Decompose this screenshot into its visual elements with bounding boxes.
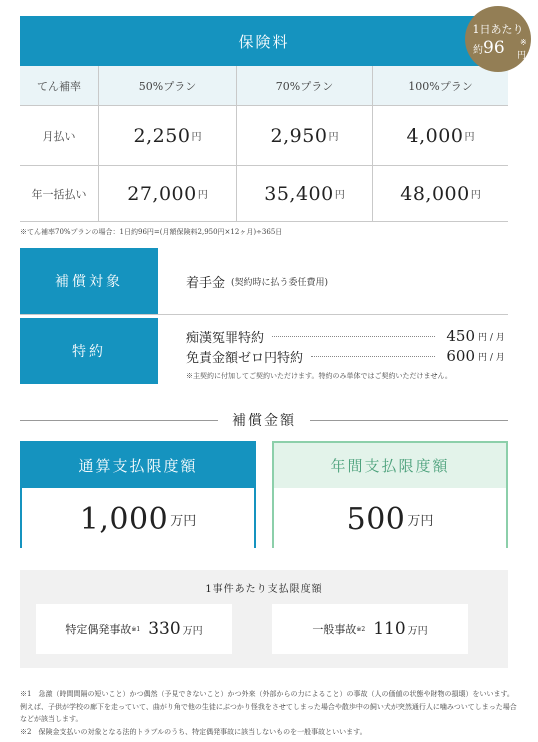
coverage-amount-heading: [20, 410, 508, 430]
yen-unit: 円: [328, 132, 339, 143]
yearly-70-cell: [236, 166, 372, 221]
premium-table: [20, 16, 508, 222]
specific-accident-card: [36, 604, 232, 654]
yen-unit: 円: [470, 190, 481, 201]
rider-row: [186, 326, 508, 346]
plans-row-label: てん補率: [37, 79, 81, 93]
per-case-panel: [20, 570, 508, 668]
annual-limit-body: [274, 488, 506, 550]
specific-accident-value: 330: [148, 619, 181, 639]
general-accident-label: 一般事故: [312, 623, 357, 636]
total-limit-label: 通算支払限度額: [22, 443, 254, 488]
coverage-target-body: [158, 248, 508, 314]
footnote-2: ※2 保険金支払いの対象となる法的トラブルのうち、特定偶発事故に該当しないものを一般事故といいます。: [20, 727, 367, 736]
yearly-row: [20, 166, 508, 222]
general-accident-unit: 万円: [407, 625, 428, 637]
dotted-leader: [311, 356, 435, 357]
rider-price: 450: [446, 327, 475, 345]
rider-price: 600: [446, 347, 475, 365]
monthly-label: 月払い: [42, 129, 76, 143]
badge-line1: 1日あたり: [472, 23, 524, 36]
general-accident-mark: ※2: [356, 625, 366, 633]
coverage-target-note: (契約時に払う委任費用): [231, 277, 329, 288]
per-case-title: 1事件あたり支払限度額: [205, 584, 323, 595]
yen-unit: 円: [197, 190, 208, 201]
specific-accident-mark: ※1: [131, 625, 141, 633]
monthly-100-cell: [372, 106, 508, 165]
yearly-50-amount: 27,000: [127, 182, 197, 205]
badge-amount: 96: [483, 38, 505, 58]
monthly-50-amount: 2,250: [133, 124, 191, 147]
premium-header: 保険料: [20, 16, 508, 66]
rider-name: 免責金額ゼロ円特約: [186, 350, 304, 366]
coverage-target-value: 着手金: [186, 275, 226, 291]
plan-100: 100%プラン: [372, 66, 508, 105]
plan-50: 50%プラン: [98, 66, 236, 105]
monthly-50-cell: [98, 106, 236, 165]
yen-unit: 円: [464, 132, 475, 143]
specific-accident-unit: 万円: [182, 625, 203, 637]
rider-name: 痴漢冤罪特約: [186, 330, 265, 346]
annual-limit-box: [272, 441, 508, 548]
rider-row: [186, 346, 508, 366]
monthly-row: [20, 106, 508, 166]
badge-unit: 円: [517, 51, 527, 61]
plans-row: [20, 66, 508, 106]
badge-amount-line: [473, 38, 505, 58]
coverage-amount-title: 補償金額: [232, 413, 296, 429]
yearly-50-cell: [98, 166, 236, 221]
specific-accident-label: 特定偶発事故: [65, 623, 132, 636]
dotted-leader: [272, 336, 435, 337]
monthly-100-amount: 4,000: [406, 124, 464, 147]
coverage-target: [20, 248, 508, 315]
special-clauses: [20, 318, 508, 384]
divider: [310, 420, 508, 421]
yearly-label: 年一括払い: [31, 187, 87, 201]
divider: [20, 420, 218, 421]
plan-70: 70%プラン: [236, 66, 372, 105]
premium-note: ※てん補率70%プランの場合：1日約96円=(月額保険料2,950円×12ヶ月)÷365日: [20, 228, 283, 236]
rider-unit: 円 / 月: [478, 352, 505, 363]
yen-unit: 円: [334, 190, 345, 201]
total-limit-box: [20, 441, 256, 548]
yearly-100-amount: 48,000: [400, 182, 470, 205]
yearly-100-cell: [372, 166, 508, 221]
special-clauses-body: [158, 318, 508, 384]
yearly-70-amount: 35,400: [264, 182, 334, 205]
special-clauses-label: 特約: [20, 318, 158, 384]
total-limit-value: 1,000: [79, 501, 169, 537]
special-clauses-note: ※主契約に付加してご契約いただけます。特約のみ単体ではご契約いただけません。: [186, 372, 452, 380]
annual-limit-unit: 万円: [407, 513, 434, 529]
total-limit-unit: 万円: [170, 513, 197, 529]
daily-cost-badge: [465, 6, 531, 72]
footnotes: [20, 688, 520, 738]
monthly-70-cell: [236, 106, 372, 165]
yen-unit: 円: [191, 132, 202, 143]
monthly-70-amount: 2,950: [270, 124, 328, 147]
badge-mark: ※: [520, 38, 527, 47]
total-limit-body: [22, 488, 254, 550]
badge-prefix: 約: [473, 45, 483, 56]
annual-limit-value: 500: [346, 501, 406, 537]
footnote-1: ※1 急激（時間間隔の短いこと）かつ偶然（予見できないこと）かつ外来（外部からの力によること）の事故（人の価値の状態や財物の損壊）をいいます。例えば、子供が学校の廊下を走っていて、曲がり角で他の生徒にぶつかり怪我をさせてしまった場合や散歩中の飼い犬が突然通行人に噛みついてしまった場合などが該当します。: [20, 690, 517, 723]
annual-limit-label: 年間支払限度額: [274, 443, 506, 488]
general-accident-value: 110: [373, 619, 406, 639]
general-accident-card: [272, 604, 468, 654]
rider-unit: 円 / 月: [478, 332, 505, 343]
coverage-target-label: 補償対象: [20, 248, 158, 314]
